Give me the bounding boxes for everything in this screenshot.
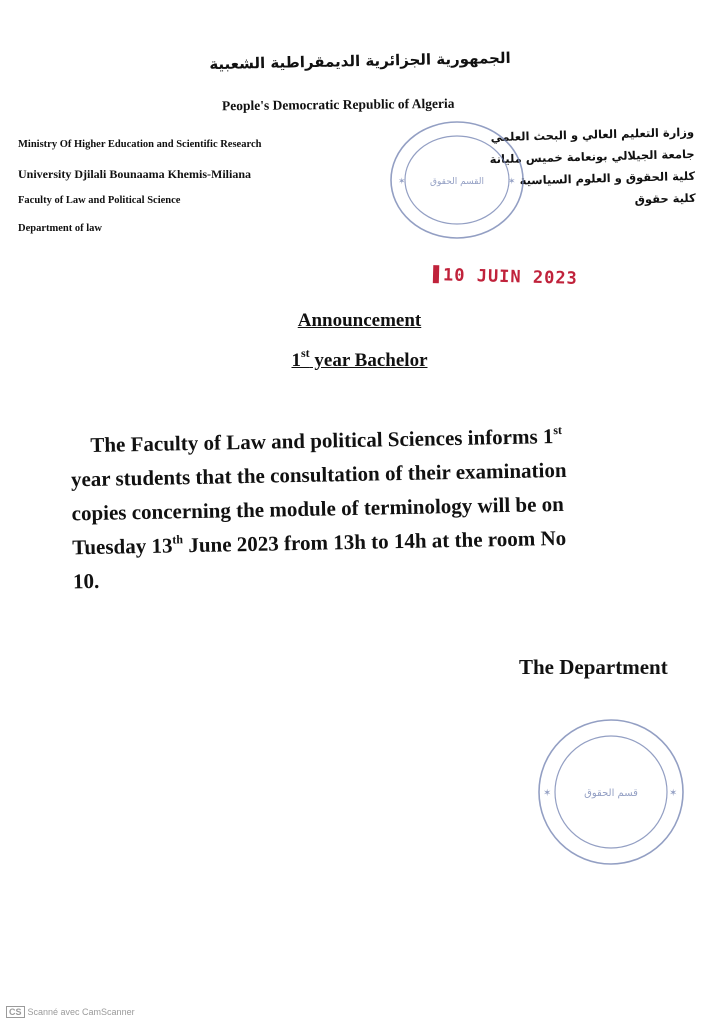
svg-text:✶: ✶ <box>543 788 552 799</box>
announcement-heading: Announcement <box>297 310 422 331</box>
svg-text:✶: ✶ <box>508 177 516 187</box>
body-line-1-text: The Faculty of Law and political Sciences informs 1 <box>90 424 554 457</box>
body-line-3: copies concerning the module of terminology will be on <box>71 491 565 526</box>
body-line-1-sup: st <box>553 422 563 438</box>
date-stamp-text: 10 JUIN 2023 <box>442 265 579 289</box>
ministry-name: Ministry Of Higher Education and Scientific Research <box>18 139 262 150</box>
date-received-stamp <box>433 265 578 289</box>
body-line-4-a: Tuesday 13 <box>72 533 173 560</box>
announcement-body <box>70 417 683 598</box>
arabic-ministry: وزارة التعليم العالي و البحث العلمي <box>490 124 695 145</box>
body-line-4-sup: th <box>172 532 184 547</box>
stamp-top-text: القسم الحقوق <box>430 177 484 187</box>
arabic-university: جامعة الجيلالي بونعامة خميس مليانة <box>489 146 695 167</box>
department-name: Department of law <box>18 223 102 234</box>
svg-text:✶: ✶ <box>398 177 406 187</box>
arabic-faculty: كلية الحقوق و العلوم السياسية <box>519 168 696 188</box>
faculty-name: Faculty of Law and Political Science <box>18 195 181 206</box>
svg-text:✶: ✶ <box>669 788 678 799</box>
scanner-watermark <box>6 1006 135 1018</box>
year-number: 1 <box>291 350 301 371</box>
year-suffix: st <box>300 346 310 360</box>
university-name: University Djilali Bounaama Khemis-Miliana <box>18 167 252 181</box>
arabic-republic-title: الجمهورية الجزائرية الديمقراطية الشعبية <box>209 48 511 74</box>
country-name: People's Democratic Republic of Algeria <box>221 95 455 114</box>
institution-block <box>18 139 261 251</box>
year-rest: year Bachelor <box>309 350 428 371</box>
official-stamp-top <box>388 118 526 242</box>
official-stamp-bottom <box>535 716 687 868</box>
body-line-5: 10. <box>72 568 100 594</box>
body-line-4-b: June 2023 from 13h to 14h at the room No <box>182 525 567 558</box>
scanner-text: Scanné avec CamScanner <box>27 1007 135 1017</box>
body-line-2: year students that the consultation of their examination <box>70 457 567 492</box>
stamp-bottom-text: قسم الحقوق <box>584 788 638 799</box>
arabic-department: كلية حقوق <box>634 190 696 207</box>
camscanner-logo: CS <box>6 1006 25 1018</box>
signature-department: The Department <box>519 655 668 679</box>
year-heading <box>0 346 719 372</box>
date-stamp-mark <box>433 265 439 283</box>
